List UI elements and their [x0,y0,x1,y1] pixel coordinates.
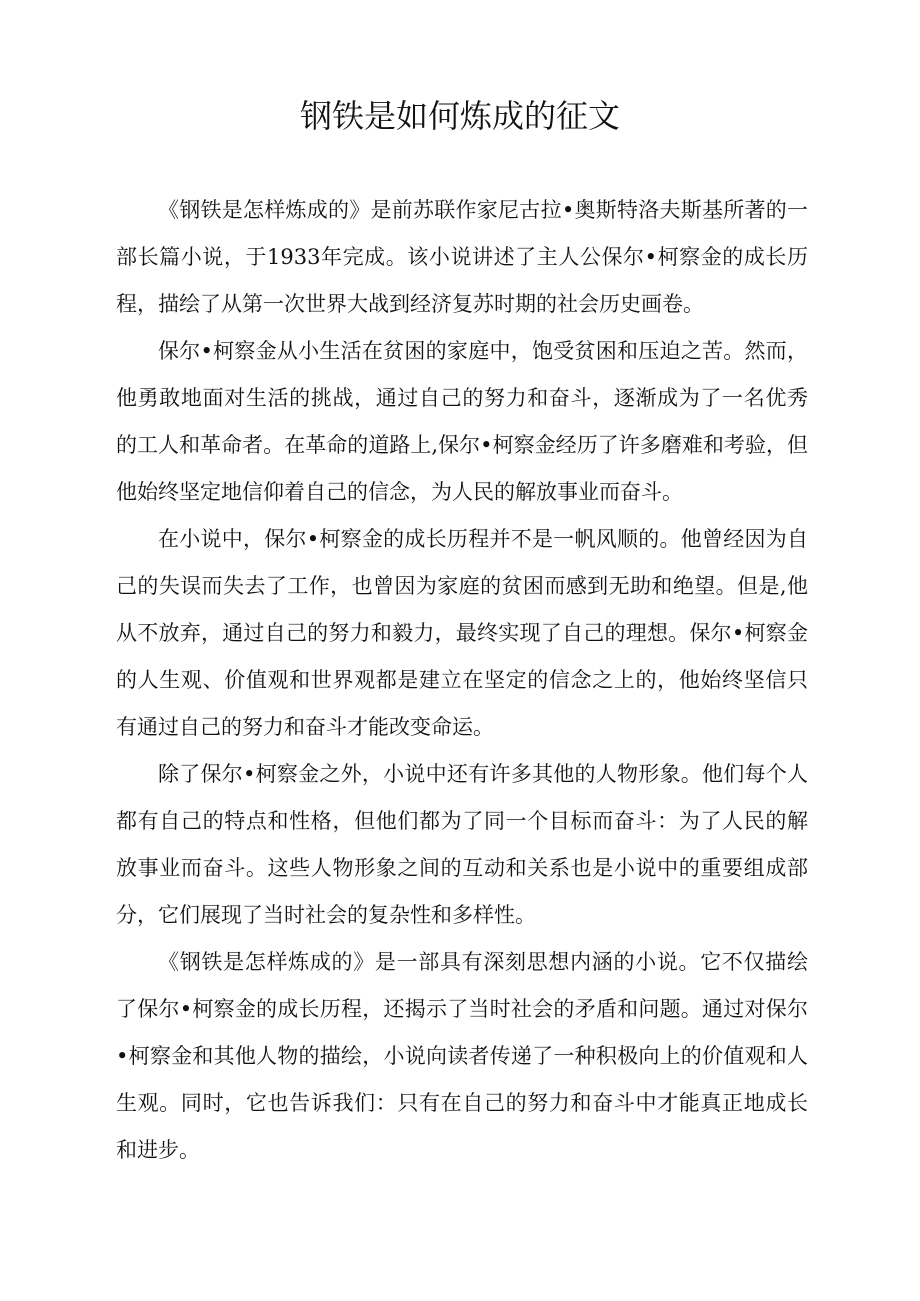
paragraph-1: 《钢铁是怎样炼成的》是前苏联作家尼古拉•奥斯特洛夫斯基所著的一部长篇小说，于1933年完成。该小说讲述了主人公保尔•柯察金的成长历程，描绘了从第一次世界大战到经济复苏时期的社会历史画卷。 [116,198,808,316]
paragraph-3: 在小说中，保尔•柯察金的成长历程并不是一帆风顺的。他曾经因为自己的失误而失去了工作，也曾因为家庭的贫困而感到无助和绝望。但是,他从不放弃，通过自己的努力和毅力，最终实现了自己的理想。保尔•柯察金的人生观、价值观和世界观都是建立在坚定的信念之上的，他始终坚信只有通过自己的努力和奋斗才能改变命运。 [116,527,808,739]
paragraph-4: 除了保尔•柯察金之外，小说中还有许多其他的人物形象。他们每个人都有自己的特点和性格，但他们都为了同一个目标而奋斗：为了人民的解放事业而奋斗。这些人物形象之间的互动和关系也是小说中的重要组成部分，它们展现了当时社会的复杂性和多样性。 [116,762,808,927]
document-title: 钢铁是如何炼成的征文 [299,97,620,135]
document-body [116,187,808,1174]
paragraph-5: 《钢铁是怎样炼成的》是一部具有深刻思想内涵的小说。它不仅描绘了保尔•柯察金的成长历程，还揭示了当时社会的矛盾和问题。通过对保尔•柯察金和其他人物的描绘，小说向读者传递了一种积极向上的价值观和人生观。同时，它也告诉我们：只有在自己的努力和奋斗中才能真正地成长和进步。 [116,950,808,1162]
paragraph-2: 保尔•柯察金从小生活在贫困的家庭中，饱受贫困和压迫之苦。然而，他勇敢地面对生活的挑战，通过自己的努力和奋斗，逐渐成为了一名优秀的工人和革命者。在革命的道路上,保尔•柯察金经历了许多磨难和考验，但他始终坚定地信仰着自己的信念，为人民的解放事业而奋斗。 [116,339,808,504]
